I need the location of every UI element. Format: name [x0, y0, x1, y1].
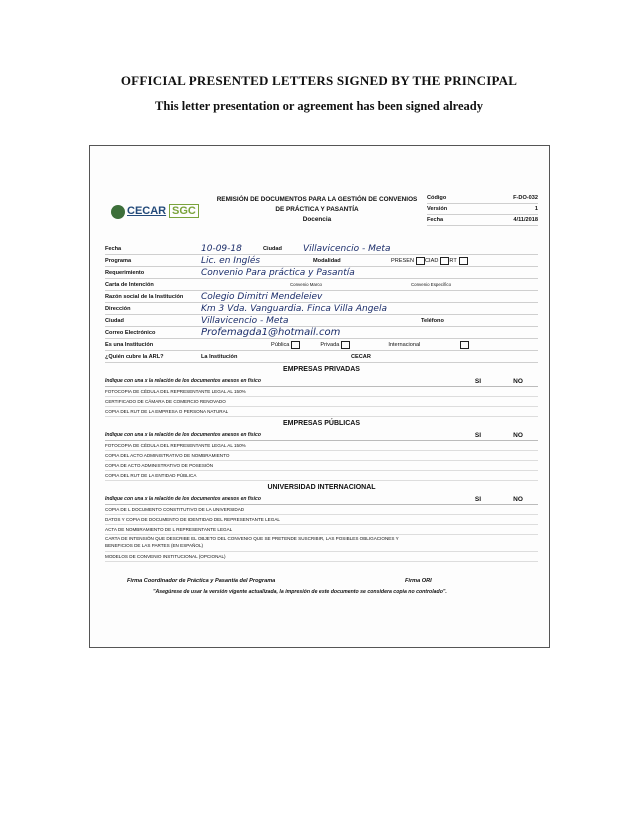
document-item-label: COPIA DE L DOCUMENTO CONSTITUTIVO DE LA UNIVERSIDAD	[105, 507, 245, 512]
document-item	[105, 525, 538, 535]
section-instruction: Indique con una x la relación de los documentos anexos en físico	[105, 432, 261, 438]
meta-row	[427, 204, 538, 215]
document-item-label: COPIA DEL RUT DE LA ENTIDAD PÚBLICA	[105, 473, 197, 478]
document-item	[105, 407, 538, 417]
document-item-label: CERTIFICADO DE CÁMARA DE COMERCIO RENOVADO	[105, 399, 226, 404]
document-item	[105, 471, 538, 481]
section-title: EMPRESAS PRIVADAS	[283, 366, 360, 373]
signature-footer	[105, 570, 538, 604]
modalidad-option: RT	[449, 257, 457, 264]
arl-row	[105, 351, 538, 363]
meta-label: Fecha	[427, 217, 444, 223]
field-label: Dirección	[105, 305, 131, 312]
convenio-especifico-label: Convenio Específico	[411, 282, 452, 287]
document-item-label: CARTA DE INTENSIÓN QUE DESCRIBE EL OBJETO DEL CONVENIO QUE SE PRETENDE SUSCRIBIR, LAS POSIBLES OBLIGACIONES Y BENEFICIOS DE LAS PARTES (EN ESPAÑOL)	[105, 536, 399, 548]
logo-text: CECAR	[127, 205, 167, 217]
programa-value: Lic. en Inglés	[201, 255, 261, 266]
no-label: NO	[513, 495, 523, 503]
field-label: Teléfono	[421, 317, 444, 324]
document-item-label: COPIA DEL RUT DE LA EMPRESA O PERSONA NATURAL	[105, 409, 229, 414]
programa-row	[105, 255, 538, 267]
field-label: Fecha	[105, 245, 122, 252]
sgc-badge: SGC	[169, 204, 199, 218]
version-note: "Asegúrese de usar la versión vigente actualizada, la impresión de este documento se considera copia no controlado".	[153, 589, 447, 595]
modalidad-option: PRESEN	[391, 257, 415, 264]
meta-value: 1	[534, 206, 538, 212]
section-header	[105, 494, 538, 505]
document-item	[105, 505, 538, 515]
ori-signature-label: Firma ORI	[405, 578, 432, 584]
no-label: NO	[513, 377, 523, 385]
section-instruction: Indique con una x la relación de los documentos anexos en físico	[105, 496, 261, 502]
ciudad-value: Villavicencio - Meta	[303, 243, 391, 254]
coordinator-signature-label: Firma Coordinador de Práctica y Pasantía del Programa	[127, 578, 276, 584]
arl-cecar-label: CECAR	[351, 353, 371, 360]
direccion-value: Km 3 Vda. Vanguardia. Finca Villa Angela	[201, 303, 387, 314]
field-label: Modalidad	[313, 257, 341, 264]
modalidad-option: CIAD	[425, 257, 439, 264]
convenio-marco-label: Convenio Marco	[290, 282, 322, 287]
meta-value: F-DO-032	[513, 195, 538, 201]
si-label: SI	[474, 377, 482, 385]
form-header	[105, 191, 538, 243]
document-item	[105, 535, 538, 552]
meta-row	[427, 215, 538, 226]
section-title: EMPRESAS PÚBLICAS	[282, 420, 360, 427]
checkbox-checked	[341, 341, 350, 349]
field-label: Razón social de la Institución	[105, 293, 184, 300]
correo-value: Profemagda1@hotmail.com	[201, 327, 341, 338]
document-item-label: FOTOCOPIA DE CÉDULA DEL REPRESENTANTE LEGAL AL 150%	[105, 443, 246, 448]
checkbox	[459, 257, 468, 265]
field-label: Correo Electrónico	[105, 329, 156, 336]
checkbox	[460, 341, 469, 349]
document-item-label: DATOS Y COPIA DE DOCUMENTO DE IDENTIDAD DEL REPRESENTANTE LEGAL	[105, 517, 280, 522]
document-item-label: COPIA DEL ACTO ADMINISTRATIVO DE NOMBRAMIENTO	[105, 453, 230, 458]
document-item-label: FOTOCOPIA DE CÉDULA DEL REPRESENTANTE LEGAL AL 150%	[105, 389, 246, 394]
section-header	[105, 430, 538, 441]
privada-label: Privada	[320, 341, 340, 348]
field-label: Programa	[105, 257, 132, 264]
field-label: Requerimiento	[105, 269, 145, 276]
page-title: OFFICIAL PRESENTED LETTERS SIGNED BY THE PRINCIPAL	[120, 73, 518, 88]
remision-form	[105, 191, 538, 604]
field-label: Ciudad	[105, 317, 124, 324]
meta-label: Versión	[427, 206, 448, 212]
section-header	[105, 376, 538, 387]
carta-row	[105, 279, 538, 291]
razon-value: Colegio Dimitri Mendeleiev	[201, 291, 323, 302]
no-label: NO	[513, 431, 523, 439]
document-item	[105, 387, 538, 397]
fecha-value: 10-09-18	[201, 243, 242, 254]
arl-institucion-label: La Institución	[201, 353, 238, 360]
razon-row	[105, 291, 538, 303]
ciudad2-value: Villavicencio - Meta	[201, 315, 289, 326]
document-item-label: COPIA DE ACTO ADMINISTRATIVO DE POSESIÓN	[105, 463, 214, 468]
checkbox	[440, 257, 449, 265]
document-item	[105, 552, 538, 562]
document-item-label: MODELOS DE CONVENIO INSTITUCIONAL (OPCIONAL)	[105, 554, 226, 559]
document-item	[105, 515, 538, 525]
cecar-logo	[105, 191, 202, 236]
header-title-line: DE PRÁCTICA Y PASANTÍA	[275, 206, 359, 213]
field-label: Es una Institución	[105, 341, 154, 348]
header-title-line: REMISIÓN DE DOCUMENTOS PARA LA GESTIÓN DE CONVENIOS	[216, 196, 418, 203]
meta-value: 4/11/2018	[513, 217, 538, 223]
meta-row	[427, 193, 538, 204]
section-title: UNIVERSIDAD INTERNACIONAL	[267, 484, 376, 491]
checkbox-checked	[416, 257, 425, 265]
field-label: ¿Quién cubre la ARL?	[105, 353, 164, 360]
fecha-row	[105, 243, 538, 255]
requerimiento-value: Convenio Para práctica y Pasantía	[201, 267, 355, 278]
checkbox	[291, 341, 300, 349]
si-label: SI	[474, 495, 482, 503]
field-label: Ciudad	[263, 245, 282, 252]
document-item	[105, 451, 538, 461]
meta-label: Código	[427, 195, 447, 201]
publica-label: Pública	[271, 341, 290, 348]
correo-row	[105, 327, 538, 339]
globe-icon	[111, 205, 125, 219]
direccion-row	[105, 303, 538, 315]
header-title-line: Docencia	[302, 216, 332, 223]
document-item-label: ACTA DE NOMBRAMIENTO DE L REPRESENTANTE LEGAL	[105, 527, 233, 532]
si-label: SI	[474, 431, 482, 439]
page-subtitle: This letter presentation or agreement has been signed already	[155, 99, 483, 113]
form-header-title	[206, 195, 428, 225]
requerimiento-row	[105, 267, 538, 279]
ciudad-row	[105, 315, 538, 327]
form-meta	[427, 193, 538, 226]
internacional-label: Internacional	[388, 341, 421, 348]
document-item	[105, 441, 538, 451]
section-instruction: Indique con una x la relación de los documentos anexos en físico	[105, 378, 261, 384]
document-item	[105, 397, 538, 407]
institucion-row	[105, 339, 538, 351]
field-label: Carta de Intención	[105, 281, 154, 288]
scanned-form-image	[89, 145, 550, 648]
document-item	[105, 461, 538, 471]
